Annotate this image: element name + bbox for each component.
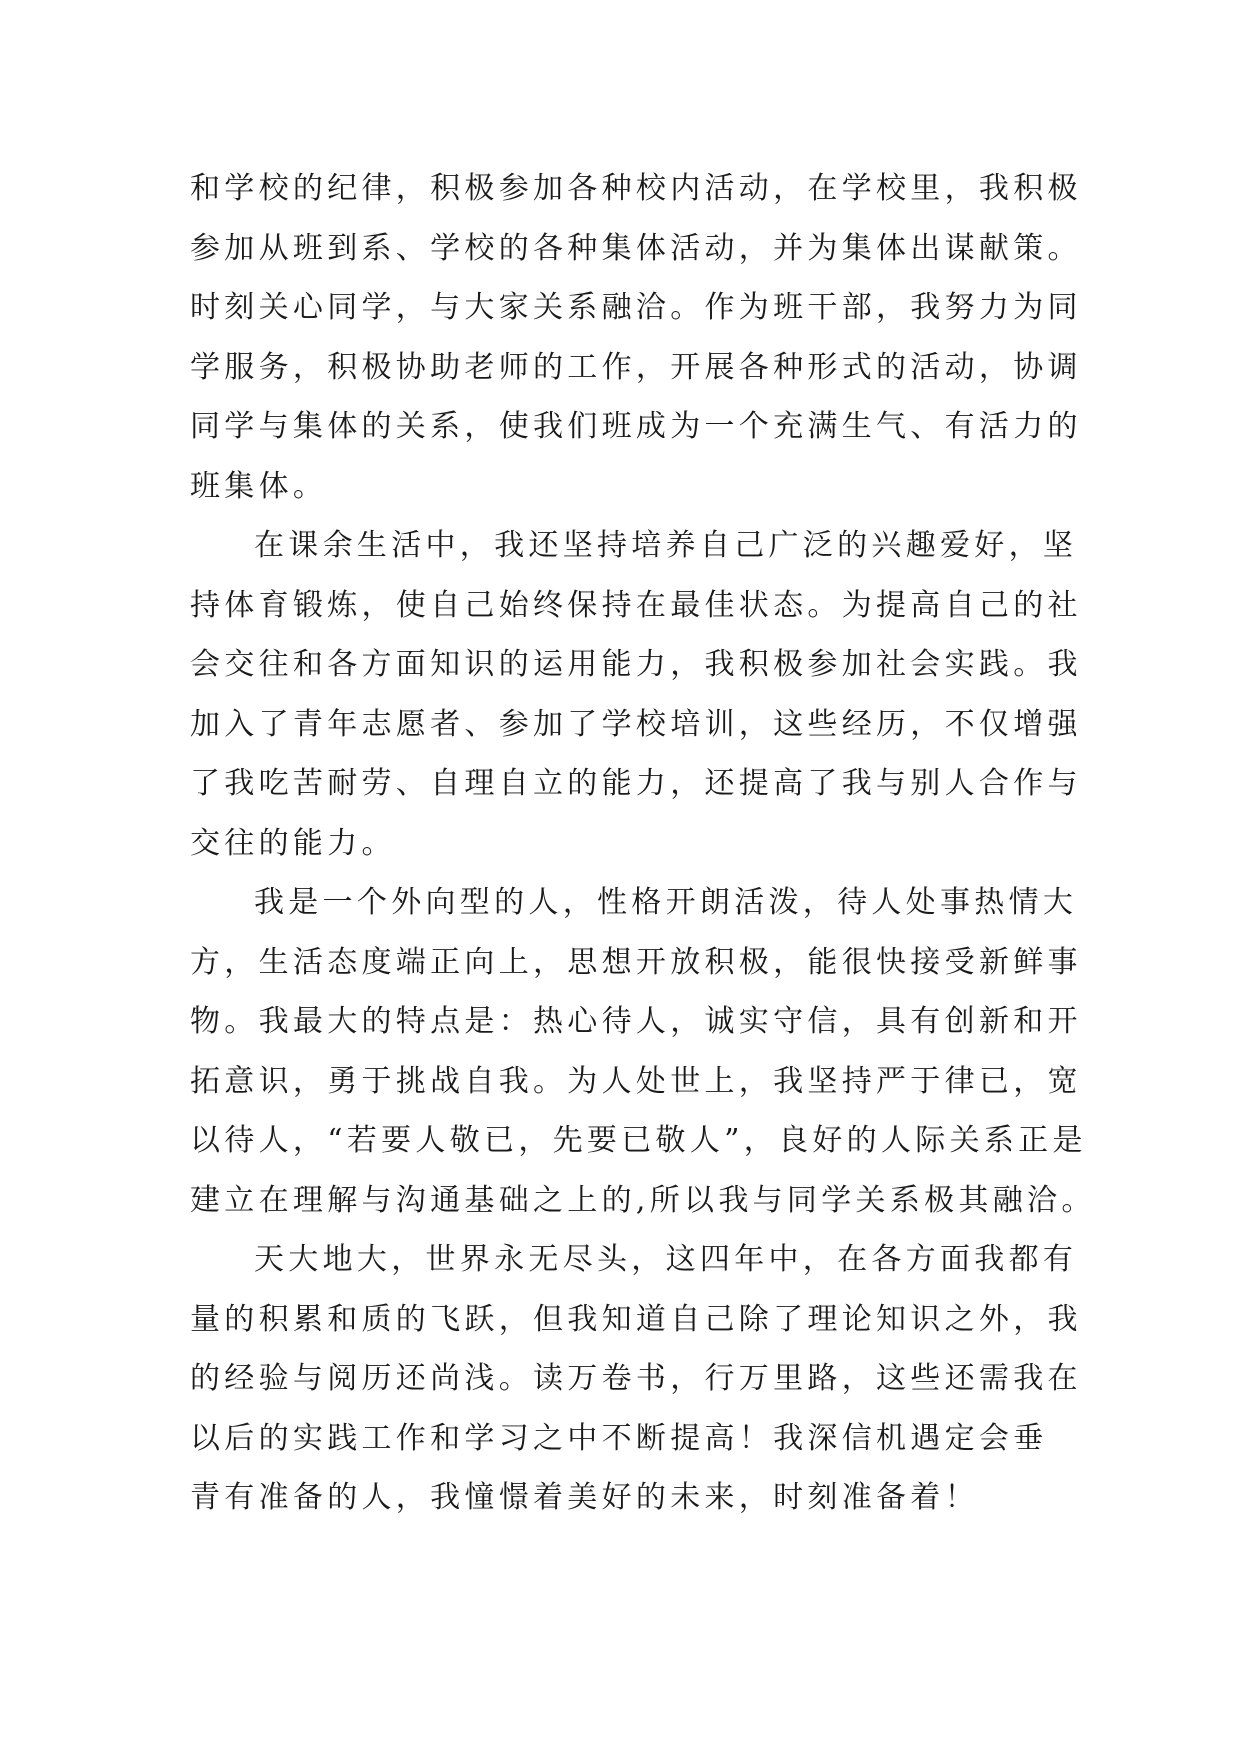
text-line: 学服务，积极协助老师的工作，开展各种形式的活动，协调 <box>190 349 1082 385</box>
text-line: 在课余生活中，我还坚持培养自己广泛的兴趣爱好，坚 <box>254 528 1078 563</box>
text-line: 和学校的纪律，积极参加各种校内活动，在学校里，我积极 <box>190 171 1082 206</box>
text-line: 的经验与阅历还尚浅。读万卷书，行万里路，这些还需我在 <box>190 1361 1082 1396</box>
text-line: 量的积累和质的飞跃，但我知道自己除了理论知识之外，我 <box>190 1301 1082 1337</box>
paragraph-4 <box>190 1230 1082 1528</box>
text-line: 我是一个外向型的人，性格开朗活泼，待人处事热情大 <box>254 885 1078 920</box>
text-line: 加入了青年志愿者、参加了学校培训，这些经历，不仅增强 <box>190 706 1082 742</box>
paragraph-3 <box>190 873 1096 1230</box>
text-line: 建立在理解与沟通基础之上的,所以我与同学关系极其融洽。 <box>190 1182 1096 1218</box>
text-line: 物。我最大的特点是：热心待人，诚实守信，具有创新和开 <box>190 1004 1082 1039</box>
text-line: 交往的能力。 <box>190 825 396 861</box>
text-line: 方，生活态度端正向上，思想开放积极，能很快接受新鲜事 <box>190 944 1082 980</box>
text-line: 拓意识，勇于挑战自我。为人处世上，我坚持严于律已，宽 <box>190 1063 1082 1099</box>
document-body <box>190 159 1096 1528</box>
text-line: 持体育锻炼，使自己始终保持在最佳状态。为提高自己的社 <box>190 587 1082 623</box>
text-line: 青有准备的人，我憧憬着美好的未来，时刻准备着！ <box>190 1480 979 1515</box>
text-line: 参加从班到系、学校的各种集体活动，并为集体出谋献策。 <box>190 230 1082 266</box>
text-line: 同学与集体的关系，使我们班成为一个充满生气、有活力的 <box>190 409 1082 444</box>
text-line: 时刻关心同学，与大家关系融洽。作为班干部，我努力为同 <box>190 290 1082 325</box>
text-line: 以后的实践工作和学习之中不断提高！我深信机遇定会垂 <box>190 1420 1048 1456</box>
text-line: 会交往和各方面知识的运用能力，我积极参加社会实践。我 <box>190 647 1082 682</box>
text-line: 班集体。 <box>190 468 328 504</box>
text-line: 以待人，“若要人敬已，先要已敬人”，良好的人际关系正是 <box>190 1123 1087 1158</box>
paragraph-2 <box>190 516 1082 873</box>
text-line: 了我吃苦耐劳、自理自立的能力，还提高了我与别人合作与 <box>190 766 1082 801</box>
text-line: 天大地大，世界永无尽头，这四年中，在各方面我都有 <box>254 1242 1078 1277</box>
paragraph-1 <box>190 159 1082 516</box>
